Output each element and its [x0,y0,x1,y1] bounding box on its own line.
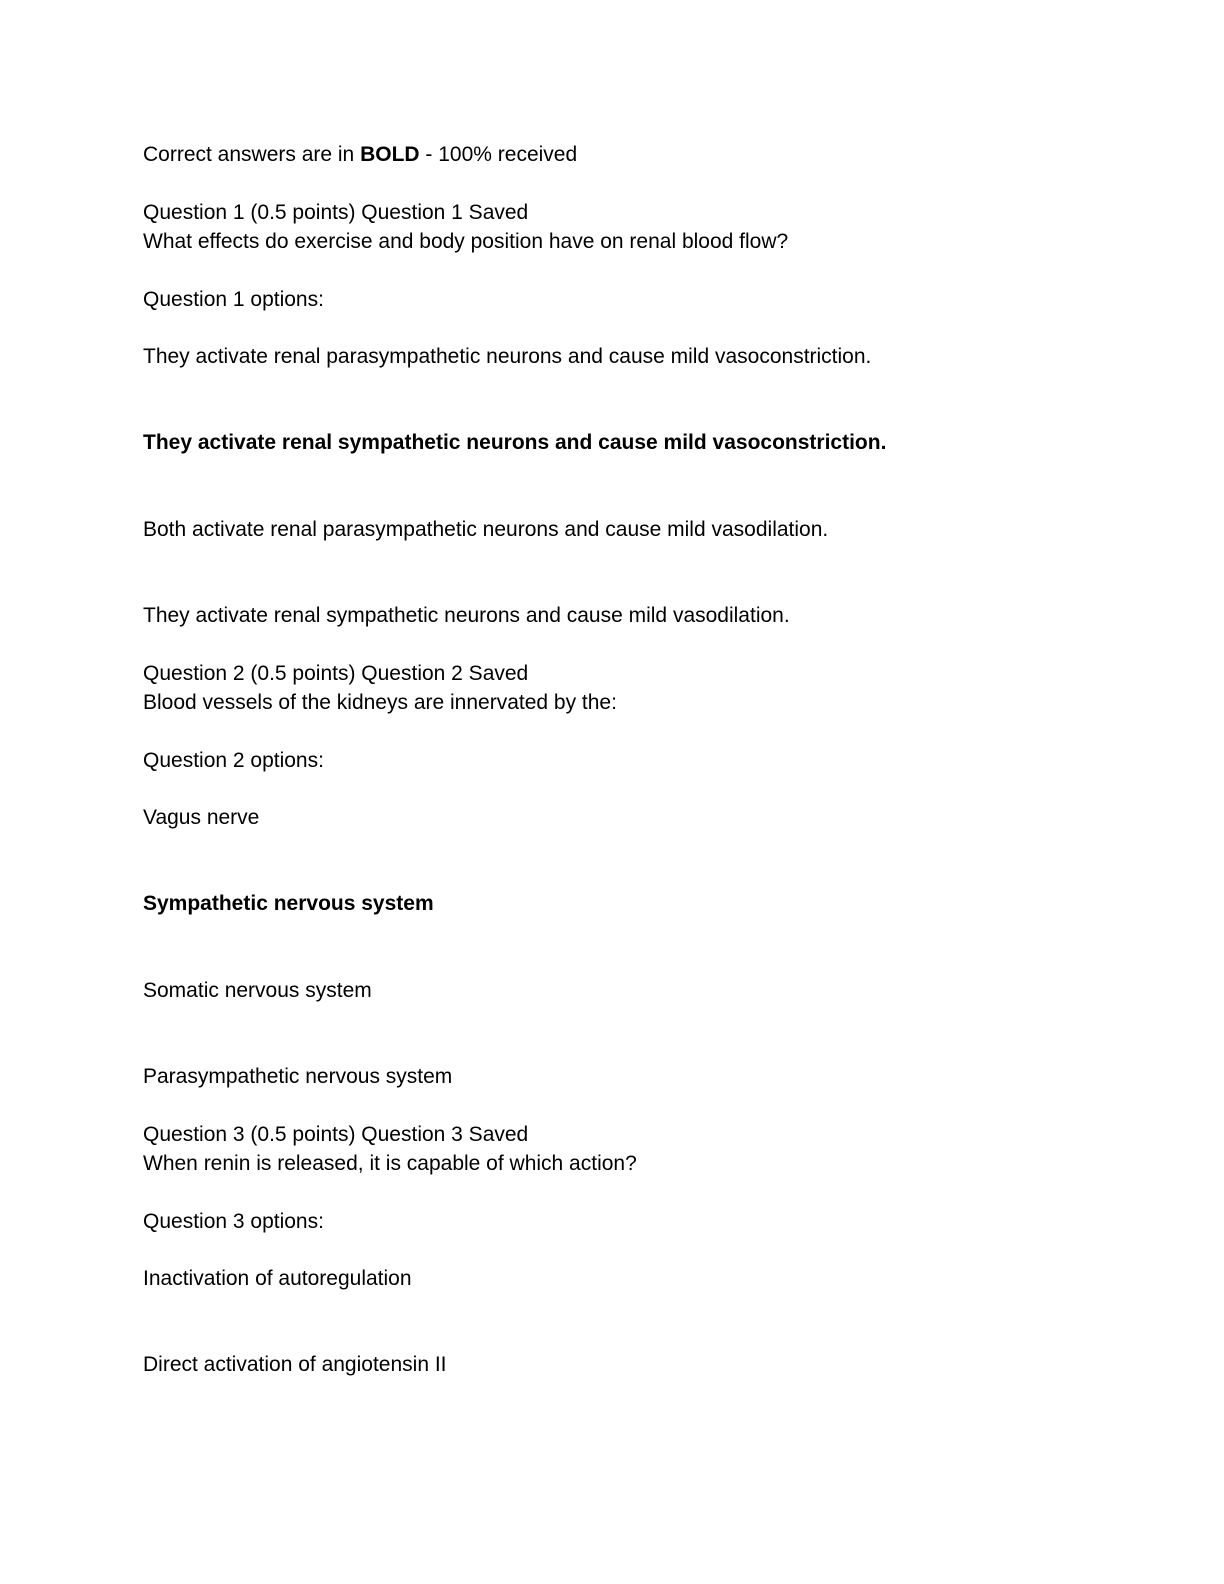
question-3-option-1: Inactivation of autoregulation [143,1267,412,1290]
question-2-option-3: Somatic nervous system [143,979,372,1002]
question-1-option-1: They activate renal parasympathetic neurons and cause mild vasoconstriction. [143,345,872,368]
question-1-heading: Question 1 (0.5 points) Question 1 Saved [143,201,529,224]
question-3-heading: Question 3 (0.5 points) Question 3 Saved [143,1123,529,1146]
question-2-option-2-correct: Sympathetic nervous system [143,892,434,915]
question-2-prompt: Blood vessels of the kidneys are innervated by the: [143,691,617,714]
header-suffix: - 100% received [419,143,578,166]
question-1-option-2-correct: They activate renal sympathetic neurons and cause mild vasoconstriction. [143,431,887,454]
question-1-options-label: Question 1 options: [143,288,324,311]
question-1-option-3: Both activate renal parasympathetic neurons and cause mild vasodilation. [143,518,829,541]
question-1-option-4: They activate renal sympathetic neurons and cause mild vasodilation. [143,604,790,627]
question-1-prompt: What effects do exercise and body position have on renal blood flow? [143,230,789,253]
question-2-option-1: Vagus nerve [143,806,260,829]
question-2-options-label: Question 2 options: [143,749,324,772]
header-bold-word: BOLD [360,143,420,166]
question-2-option-4: Parasympathetic nervous system [143,1065,453,1088]
question-3-options-label: Question 3 options: [143,1210,324,1233]
question-2-heading: Question 2 (0.5 points) Question 2 Saved [143,662,529,685]
question-3-option-2: Direct activation of angiotensin II [143,1353,447,1376]
question-3-prompt: When renin is released, it is capable of which action? [143,1152,637,1175]
header-prefix: Correct answers are in [143,143,361,166]
header-note [143,141,577,169]
